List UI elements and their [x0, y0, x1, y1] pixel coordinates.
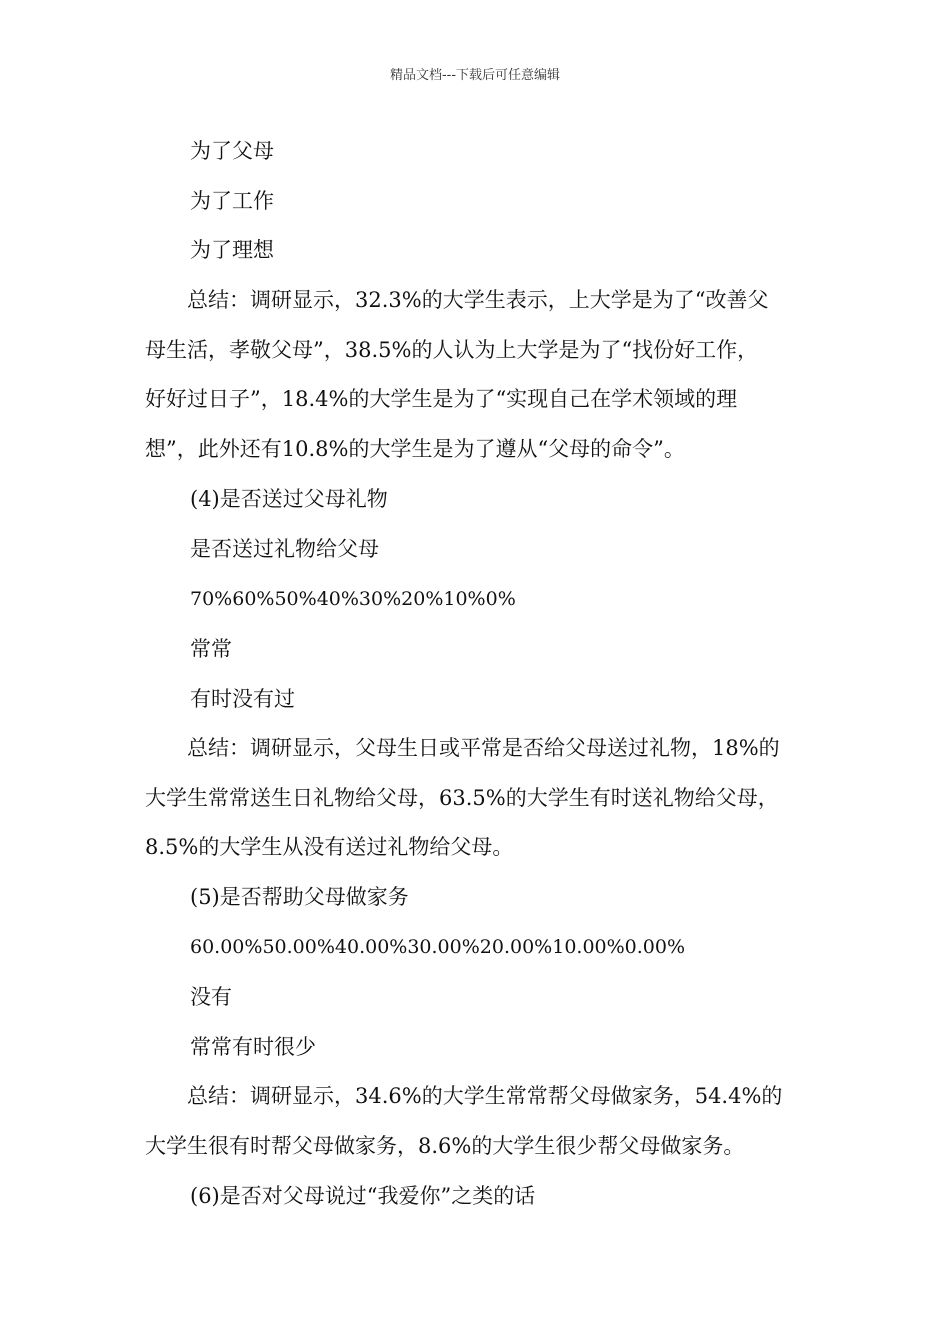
- section-heading: (6)是否对父母说过“我爱你”之类的话: [190, 1184, 536, 1208]
- option-line: 为了父母: [190, 139, 274, 163]
- summary-line: 好好过日子”，18.4%的大学生是为了“实现自己在学术领域的理: [145, 387, 738, 411]
- section-heading: (4)是否送过父母礼物: [190, 487, 388, 511]
- summary-line: 总结：调研显示，32.3%的大学生表示，上大学是为了“改善父: [145, 288, 769, 312]
- summary-line: 母生活，孝敬父母”，38.5%的人认为上大学是为了“找份好工作，: [145, 337, 759, 362]
- summary-line: 大学生很有时帮父母做家务，8.6%的大学生很少帮父母做家务。: [145, 1133, 745, 1158]
- axis-text: 70%60%50%40%30%20%10%0%: [190, 588, 516, 610]
- chart-title: 是否送过礼物给父母: [190, 537, 379, 561]
- summary-paragraph: [145, 1072, 825, 1171]
- summary-line: 想”，此外还有10.8%的大学生是为了遵从“父母的命令”。: [145, 436, 685, 461]
- category-line: 有时没有过: [190, 687, 295, 711]
- summary-paragraph: [145, 724, 825, 873]
- summary-line: 大学生常常送生日礼物给父母，63.5%的大学生有时送礼物给父母，: [145, 785, 779, 810]
- option-line: 为了工作: [190, 189, 274, 213]
- summary-line: 总结：调研显示，父母生日或平常是否给父母送过礼物，18%的: [145, 736, 780, 760]
- summary-line: 8.5%的大学生从没有送过礼物给父母。: [145, 835, 514, 859]
- option-line: 为了理想: [190, 238, 274, 262]
- axis-text: 60.00%50.00%40.00%30.00%20.00%10.00%0.00%: [190, 936, 686, 958]
- section-heading: (5)是否帮助父母做家务: [190, 885, 409, 909]
- category-line: 常常有时很少: [190, 1035, 316, 1059]
- page-header: 精品文档---下载后可任意编辑: [389, 68, 561, 83]
- category-line: 没有: [190, 985, 232, 1009]
- summary-line: 总结：调研显示，34.6%的大学生常常帮父母做家务，54.4%的: [145, 1084, 783, 1108]
- summary-paragraph: [145, 276, 825, 474]
- category-line: 常常: [190, 637, 232, 661]
